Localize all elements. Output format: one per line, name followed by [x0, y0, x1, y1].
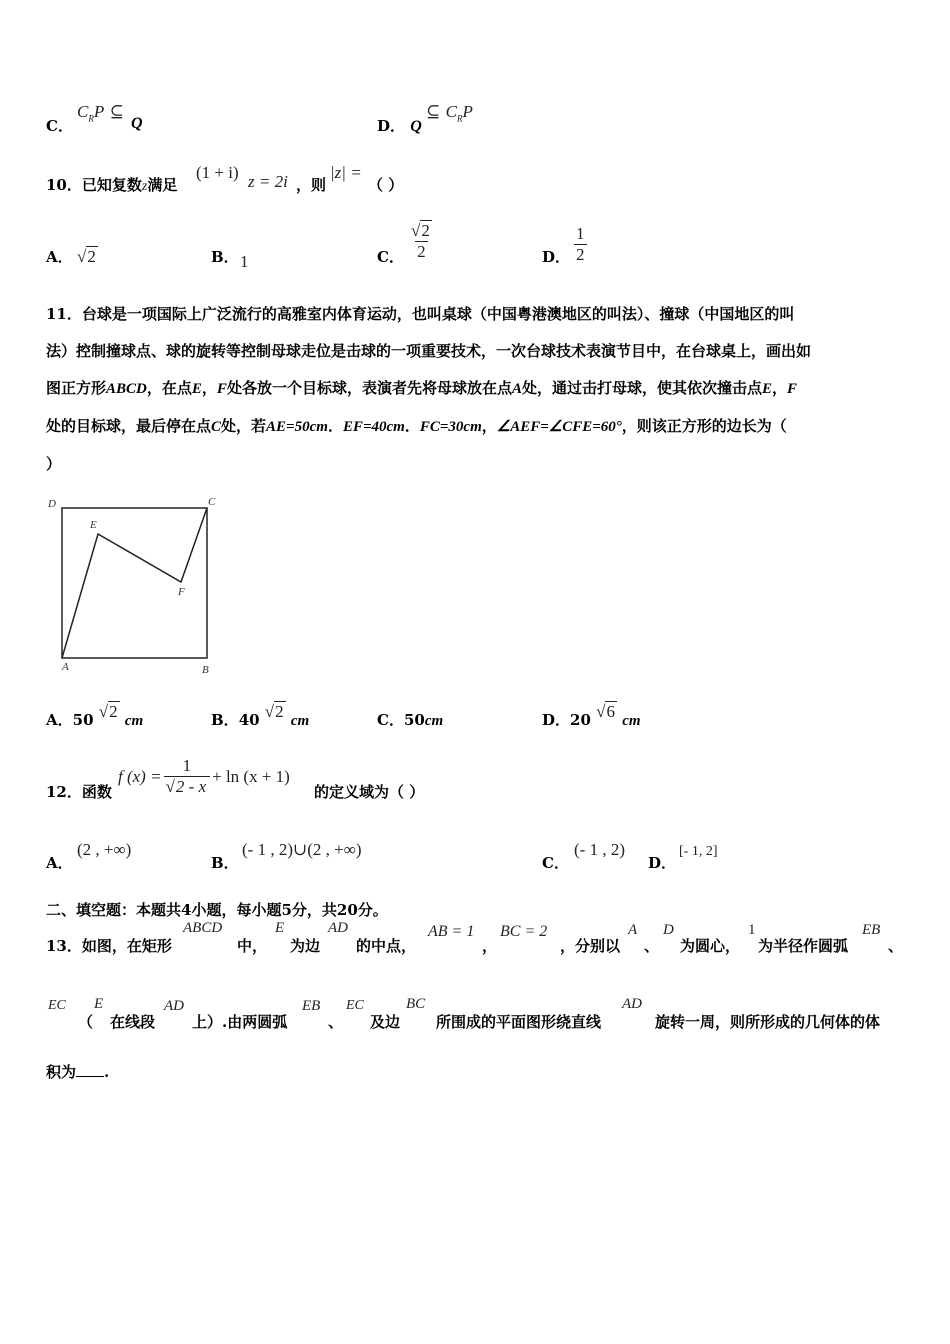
- coefficient: 40: [238, 711, 260, 729]
- math-q: Q: [410, 118, 422, 135]
- text: ，: [772, 379, 788, 397]
- point-label-a: A: [62, 661, 69, 673]
- coefficient: 50: [72, 711, 94, 729]
- text: 为半径作圆弧: [758, 937, 849, 955]
- math-ad: AD: [622, 996, 642, 1012]
- unit: cm: [424, 713, 444, 729]
- math-bc: BC: [406, 996, 426, 1012]
- q10-option-c-label: C．: [377, 248, 404, 266]
- q12-option-b-label: B．: [211, 854, 239, 872]
- math-c: C: [445, 102, 457, 121]
- q12-stem-start: [46, 781, 112, 802]
- q13-line-1: [46, 935, 172, 956]
- q12-option-a-value: (2 , +∞): [77, 840, 132, 859]
- math-one: 1: [748, 922, 756, 938]
- q12-option-a-label: A．: [46, 854, 73, 872]
- q11-option-b: B．40 √2 cm: [211, 702, 310, 729]
- math-arc-ec: EC: [346, 998, 364, 1013]
- math-a: A: [511, 381, 522, 397]
- unit: cm: [290, 713, 310, 729]
- math-c: C: [211, 419, 222, 435]
- text: 在线段: [110, 1013, 156, 1031]
- q12-option-c-value: (- 1 , 2): [574, 840, 625, 859]
- text: （: [78, 1013, 94, 1031]
- text: 的中点，: [356, 937, 417, 955]
- q9-option-c: [46, 115, 73, 136]
- text: 处各放一个目标球，表演者先将母球放在点: [226, 379, 512, 397]
- math-ln: + ln (x + 1): [212, 766, 290, 786]
- text: ，在点: [146, 379, 192, 397]
- text: 、: [888, 937, 904, 955]
- math-e: E: [761, 381, 772, 397]
- option-label: D．: [377, 117, 406, 135]
- q12-option-d-label: D．: [648, 854, 677, 872]
- q9-option-c-expr: [77, 102, 124, 123]
- math-ad: AD: [164, 998, 184, 1014]
- point-label-b: B: [202, 664, 209, 676]
- math-e: E: [191, 381, 202, 397]
- value: 50: [403, 711, 425, 729]
- text: 的定义域为（ ）: [314, 783, 425, 801]
- math-z: z: [141, 179, 148, 194]
- text: 中，: [237, 937, 268, 955]
- math-c: C: [77, 102, 89, 121]
- q12-option-c-label: C．: [542, 854, 569, 872]
- q10-stem: [46, 174, 177, 195]
- text: 处的目标球，最后停在点: [46, 417, 212, 435]
- q11-line-2: 法）控制撞球点、球的旋转等控制母球走位是击球的一项重要技术，一次台球技术表演节目中，在台球桌上，画出如: [46, 342, 812, 360]
- math-fc: FC=30cm: [419, 419, 482, 435]
- text: ，则: [296, 176, 327, 194]
- q9-option-d: [377, 115, 422, 136]
- q10-option-d-value: [574, 224, 587, 265]
- text: 台球是一项国际上广泛流行的高雅室内体育运动，也叫桌球（中国粤港澳地区的叫法）、撞球（中国地区的叫: [81, 305, 795, 323]
- text: ．: [404, 417, 420, 435]
- radicand: 2: [109, 702, 118, 721]
- text: ，: [201, 379, 217, 397]
- q11-line-5: ）: [46, 455, 62, 473]
- q10-option-b-label: B．: [211, 248, 239, 266]
- point-label-f: F: [178, 586, 185, 598]
- q10-option-d-label: D．: [542, 248, 571, 266]
- text: 图正方形: [46, 379, 107, 397]
- math-fx: f (x) =: [118, 766, 162, 786]
- denominator: 2: [576, 245, 585, 264]
- q11-line-3: [46, 370, 908, 408]
- q10-option-c-value: $\frac{√2}{2}$: [411, 221, 430, 261]
- math-sub-r: R: [88, 113, 94, 124]
- math-q: Q: [131, 115, 143, 132]
- math-ae: AE=50cm: [266, 419, 328, 435]
- q12-option-b-value: (- 1 , 2)∪(2 , +∞): [242, 840, 362, 859]
- q10-option-a-value: √2: [77, 247, 96, 266]
- q11-option-a: A．50 √2 cm: [46, 702, 144, 729]
- radicand: 2: [421, 221, 430, 240]
- text: 上）.由两圆弧: [192, 1013, 288, 1031]
- point-label-c: C: [208, 496, 216, 508]
- q13-line-3: [46, 1061, 109, 1082]
- math-sub-r: R: [457, 113, 463, 124]
- math-p: P: [93, 102, 105, 121]
- math-e: E: [275, 920, 285, 936]
- text: 处，若: [221, 417, 267, 435]
- numerator: 1: [182, 756, 192, 775]
- radicand: 2: [275, 702, 284, 721]
- question-number: 10．: [46, 176, 82, 194]
- q12-function: f (x) = $\frac{1}{√2 - x}$ + ln (x + 1): [118, 756, 290, 796]
- text: ，则该正方形的边长为（: [621, 417, 787, 435]
- question-number: 12．: [46, 783, 82, 801]
- text: 及边: [370, 1013, 401, 1031]
- text: ，分别以: [560, 937, 621, 955]
- unit: cm: [124, 713, 144, 729]
- q11-line-1: [46, 296, 908, 333]
- text: ．: [327, 417, 343, 435]
- option-label: D．: [542, 711, 571, 729]
- question-number: 13．: [46, 937, 82, 955]
- option-label: C．: [377, 711, 404, 729]
- q10-option-a-label: A．: [46, 248, 73, 266]
- coefficient: 20: [570, 711, 591, 729]
- point-label-d: D: [48, 498, 56, 510]
- math-e: E: [94, 996, 104, 1012]
- text: .: [104, 1063, 110, 1081]
- q10-option-b-value: 1: [240, 252, 249, 271]
- text: 为圆心，: [680, 937, 741, 955]
- answer-paren: （ ）: [368, 176, 404, 194]
- unit: cm: [622, 713, 641, 729]
- math-angle: ∠AEF=∠CFE=60°: [496, 419, 622, 435]
- option-label: C．: [46, 117, 73, 135]
- math-ab: AB = 1: [428, 923, 475, 940]
- text: ，: [481, 417, 497, 435]
- numerator: 1: [576, 224, 585, 243]
- math-ef: EF=40cm: [342, 419, 405, 435]
- math-p: P: [462, 102, 473, 121]
- text: ，: [482, 937, 498, 955]
- q11-option-c: [377, 709, 443, 730]
- math-bc: BC = 2: [500, 923, 548, 940]
- math-abs-z: |z| =: [330, 163, 362, 182]
- math-subseteq: ⊆: [109, 102, 124, 121]
- math-abcd: ABCD: [183, 920, 223, 936]
- math-expr: (1 + i): [196, 163, 239, 182]
- answer-blank[interactable]: [76, 1062, 104, 1077]
- q11-option-d: D．20 √6 cm: [542, 702, 641, 729]
- math-expr: z = 2i: [248, 172, 288, 191]
- q11-stem: [46, 296, 908, 483]
- text: 、: [328, 1013, 344, 1031]
- text: 所围成的平面图形绕直线: [436, 1013, 602, 1031]
- ball-path: [62, 508, 207, 658]
- math-subseteq: ⊆: [426, 102, 441, 121]
- text: 旋转一周，则所形成的几何体的体: [655, 1013, 881, 1031]
- q12-option-d-value: [- 1, 2]: [679, 844, 718, 859]
- q9-option-d-expr: [426, 102, 473, 123]
- text: 积为: [46, 1063, 77, 1081]
- q11-figure: [40, 490, 230, 680]
- text: 函数: [81, 783, 112, 801]
- math-arc-eb: EB: [302, 998, 321, 1014]
- option-label: A．: [46, 711, 73, 729]
- radicand: 6: [606, 702, 615, 721]
- radicand: 2 - x: [175, 777, 207, 796]
- radicand: 2: [87, 247, 96, 266]
- math-arc-eb: EB: [862, 922, 881, 938]
- denominator: 2: [417, 242, 426, 261]
- point-label-e: E: [90, 519, 97, 531]
- math-f: F: [216, 381, 227, 397]
- q11-line-4: [46, 408, 908, 446]
- math-abcd: ABCD: [106, 381, 147, 397]
- text: 满足: [147, 176, 178, 194]
- math-f: F: [787, 381, 798, 397]
- section-heading: 二、填空题：本题共4小题，每小题5分，共20分。: [46, 901, 388, 919]
- math-arc-ec: EC: [48, 998, 66, 1013]
- text: 已知复数: [81, 176, 142, 194]
- text: 如图，在矩形: [81, 937, 172, 955]
- text: 、: [644, 937, 660, 955]
- text: 为边: [290, 937, 321, 955]
- math-ad: AD: [328, 920, 348, 936]
- question-number: 11．: [46, 305, 82, 323]
- text: 处，通过击打母球，使其依次撞击点: [521, 379, 762, 397]
- math-a: A: [628, 922, 638, 938]
- math-d: D: [663, 922, 674, 938]
- option-label: B．: [211, 711, 239, 729]
